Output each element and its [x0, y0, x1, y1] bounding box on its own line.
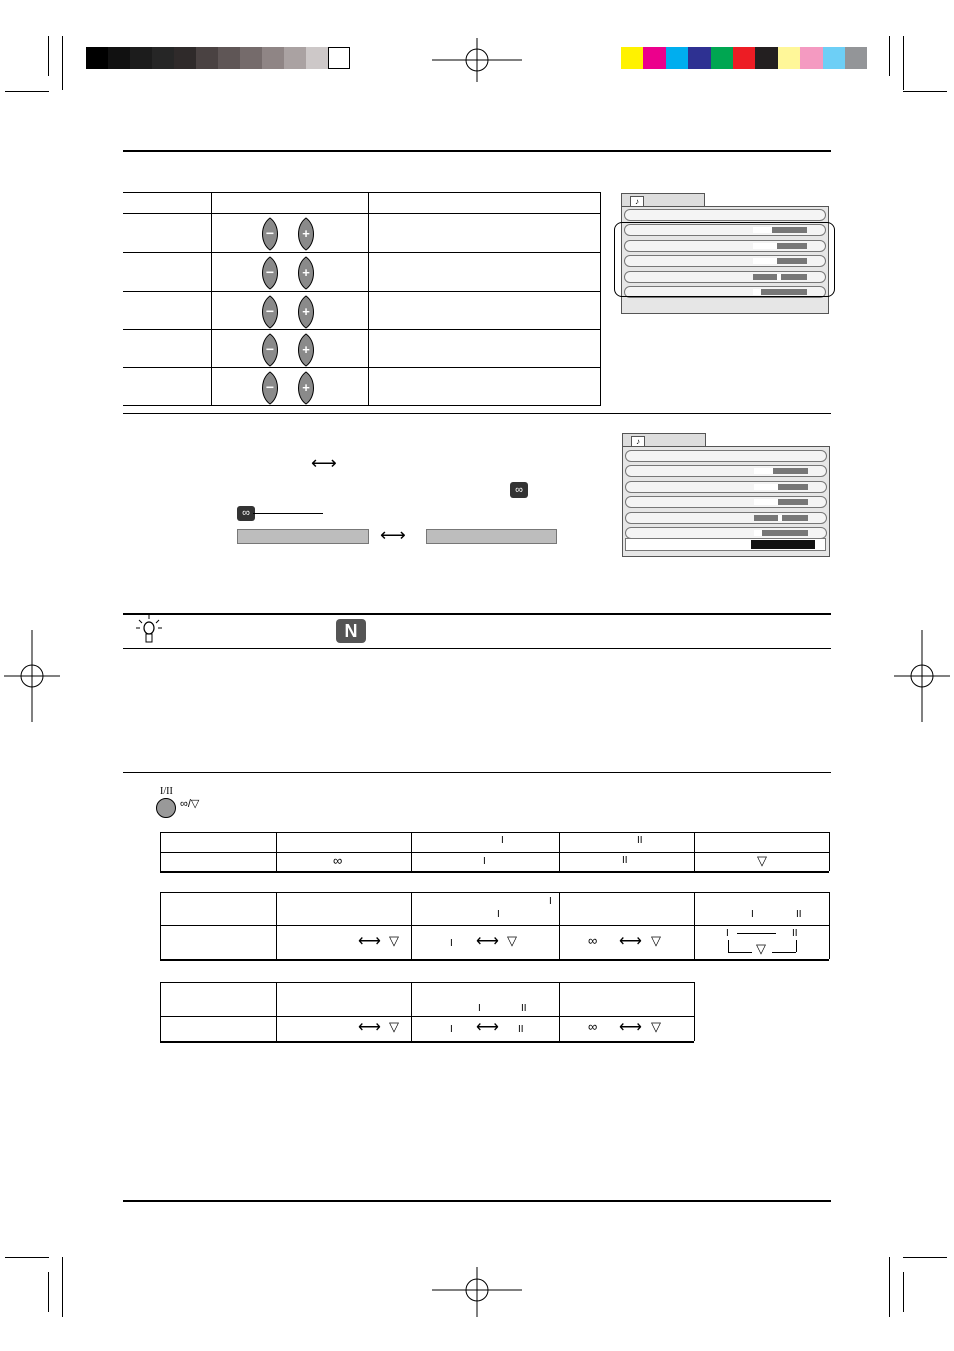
section-divider [123, 772, 831, 773]
registration-target-top [430, 38, 524, 82]
gray-swatch [130, 47, 152, 69]
table-rule [160, 832, 161, 871]
table-rule [276, 892, 277, 959]
table-rule [796, 940, 797, 952]
mono-ii-label: II [622, 855, 628, 866]
minus-plus-button-pair[interactable] [256, 371, 326, 405]
double-arrow-icon: ⟷ [619, 933, 642, 950]
table-rule [694, 832, 695, 871]
mono-ii-label: II [796, 909, 802, 920]
color-swatch [733, 47, 755, 69]
osd-slider-fill [754, 530, 762, 536]
color-swatch [823, 47, 845, 69]
mono-i-label: I [726, 928, 729, 939]
minus-plus-button-pair[interactable] [256, 217, 326, 251]
table-rule [829, 892, 830, 959]
table-rule [411, 892, 412, 959]
gray-swatch [284, 47, 306, 69]
minus-icon: − [265, 379, 275, 395]
minus-plus-button-pair[interactable] [256, 333, 326, 367]
color-swatch [778, 47, 800, 69]
crop-mark [903, 91, 947, 92]
table-rule [559, 832, 560, 871]
table-rule [160, 871, 829, 873]
color-swatch [688, 47, 710, 69]
osd-slider-fill [754, 499, 778, 505]
minus-icon: − [265, 264, 275, 280]
mono-down-icon: ▽ [757, 853, 767, 868]
double-arrow-icon: ⟷ [358, 1019, 381, 1036]
crop-mark [5, 91, 49, 92]
gray-swatch [218, 47, 240, 69]
gray-swatch [306, 47, 328, 69]
crop-mark [48, 1272, 49, 1312]
table-rule [160, 959, 829, 961]
stereo-icon: ∞ [588, 1019, 598, 1034]
header-rule [123, 150, 831, 152]
color-swatch [800, 47, 822, 69]
mono-down-icon: ▽ [389, 1019, 399, 1034]
pointer-line [253, 513, 323, 514]
plus-icon: + [302, 342, 310, 357]
plus-icon: + [302, 226, 310, 241]
table-rule [160, 1016, 694, 1017]
table-rule [559, 982, 560, 1041]
osd-slider-row [625, 496, 827, 508]
table-rule [411, 832, 412, 871]
gray-swatch [262, 47, 284, 69]
double-arrow-icon: ⟷ [476, 933, 499, 950]
color-swatch [621, 47, 643, 69]
color-swatch [755, 47, 777, 69]
normalize-button-icon: N [336, 619, 366, 643]
mono-ii-label: II [518, 1024, 524, 1035]
color-swatch [666, 47, 688, 69]
audio-mode-button[interactable] [156, 798, 176, 818]
minus-plus-button-pair[interactable] [256, 295, 326, 329]
table-rule [772, 952, 796, 953]
mono-ii-label: II [521, 1003, 527, 1014]
gray-swatch [328, 47, 350, 69]
mode-box-right [426, 529, 557, 544]
table-rule [160, 892, 161, 959]
mono-down-icon: ▽ [651, 1019, 661, 1034]
color-swatch [845, 47, 867, 69]
minus-icon: − [265, 341, 275, 357]
mono-i-label: I [497, 909, 500, 920]
mono-i-label: I [549, 896, 552, 907]
table-rule [160, 925, 829, 926]
osd-slider-fill [754, 468, 773, 474]
mono-ii-label: II [792, 928, 798, 939]
mono-down-icon: ▽ [651, 933, 661, 948]
table-rule [694, 892, 695, 959]
plus-icon: + [302, 304, 310, 319]
osd-slider-bar [754, 484, 808, 490]
osd-menu-audio-mode [621, 433, 831, 557]
table-rule [276, 832, 277, 871]
gray-swatch [240, 47, 262, 69]
double-arrow-icon: ⟷ [358, 933, 381, 950]
mono-i-label: I [450, 1024, 453, 1035]
mono-down-icon: ▽ [389, 933, 399, 948]
osd-tab [622, 433, 706, 447]
mono-i-label: I [751, 909, 754, 920]
table-rule [160, 1041, 694, 1043]
gray-swatch [86, 47, 108, 69]
table-rule [728, 952, 752, 953]
osd-mode-row [625, 538, 826, 551]
mono-i-label: I [501, 835, 504, 846]
lightbulb-icon [133, 612, 165, 646]
osd-slider-fill [778, 515, 782, 521]
osd-slider-row [625, 512, 827, 524]
table-rule [829, 832, 830, 871]
table-rule [694, 982, 695, 1041]
minus-icon: − [265, 225, 275, 241]
mono-i-label: I [450, 938, 453, 949]
gray-swatch [196, 47, 218, 69]
osd-slider-bar [754, 468, 808, 474]
table-rule [160, 892, 829, 893]
crop-mark [48, 36, 49, 76]
table-rule [411, 982, 412, 1041]
gray-swatch [152, 47, 174, 69]
mono-down-icon: ▽ [756, 941, 766, 956]
tip-rule-bottom [123, 648, 831, 649]
double-arrow-icon: ⟷ [619, 1019, 642, 1036]
minus-plus-button-pair[interactable] [256, 256, 326, 290]
table-rule [160, 852, 829, 853]
osd-slider-bar [754, 515, 808, 521]
table-rule [160, 832, 829, 833]
surround-icon: ∞ [510, 482, 528, 498]
surround-icon: ∞ [237, 506, 255, 521]
mono-down-icon: ▽ [507, 933, 517, 948]
table-rule [737, 933, 776, 934]
mode-box-left [237, 529, 369, 544]
crop-mark [903, 1272, 904, 1312]
table-rule [160, 982, 161, 1041]
stereo-icon: ∞ [588, 933, 598, 948]
highlight-frame [614, 222, 835, 297]
registration-target-left [4, 630, 60, 722]
mono-i-label: I [478, 1003, 481, 1014]
registration-target-right [894, 630, 950, 722]
mono-i-label: I [483, 856, 486, 867]
osd-slider-row [625, 481, 827, 493]
osd-slider-row [625, 465, 827, 477]
minus-icon: − [265, 303, 275, 319]
footer-rule [123, 1200, 831, 1202]
table-rule [276, 982, 277, 1041]
crop-mark [889, 1257, 890, 1317]
music-note-icon: ♪ [631, 436, 645, 447]
osd-tab [621, 193, 705, 207]
tip-rule-top [123, 613, 831, 615]
crop-mark [903, 36, 904, 90]
crop-mark [62, 1257, 63, 1317]
stereo-icon: ∞ [333, 853, 343, 868]
music-note-icon: ♪ [630, 196, 644, 207]
table-rule [160, 982, 694, 983]
osd-slider-bar [754, 499, 808, 505]
osd-slider-bar [754, 530, 808, 536]
double-arrow-icon: ⟷ [311, 453, 337, 473]
osd-mode-value [751, 540, 815, 549]
registration-target-bottom [430, 1267, 524, 1317]
crop-mark [62, 36, 63, 90]
color-swatch [643, 47, 665, 69]
color-swatch [711, 47, 733, 69]
plus-icon: + [302, 380, 310, 395]
crop-mark [5, 1257, 49, 1258]
double-arrow-icon: ⟷ [476, 1019, 499, 1036]
mono-ii-label: II [637, 835, 643, 846]
remote-button-label: I/II [160, 786, 173, 797]
remote-button-side-label: ∞/▽ [180, 798, 200, 810]
table-rule [728, 940, 729, 952]
double-arrow-icon: ⟷ [380, 525, 406, 545]
crop-mark [903, 1257, 947, 1258]
osd-slider-fill [754, 484, 778, 490]
section-divider [123, 413, 831, 414]
crop-mark [889, 36, 890, 76]
plus-icon: + [302, 265, 310, 280]
gray-swatch [108, 47, 130, 69]
table-rule [559, 892, 560, 959]
gray-swatch [174, 47, 196, 69]
